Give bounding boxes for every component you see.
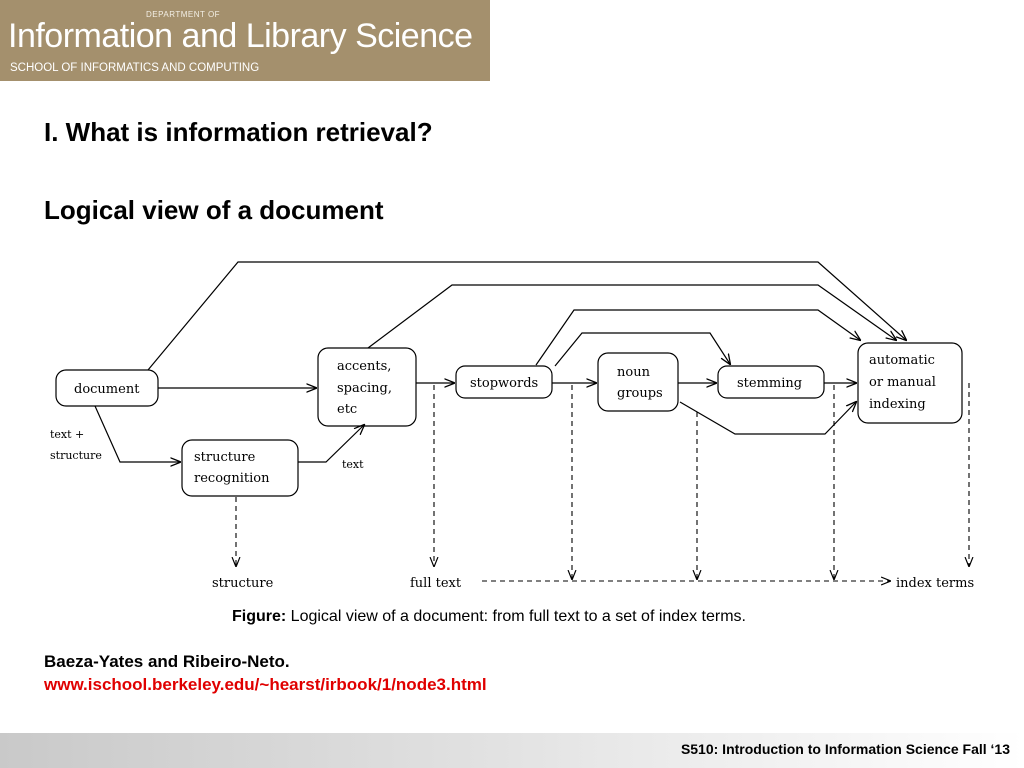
program-name: Information and Library Science bbox=[8, 17, 473, 55]
noun-groups-label-2: groups bbox=[617, 386, 663, 401]
structure-recognition-label-1: structure bbox=[194, 450, 256, 465]
indexing-label-2: or manual bbox=[869, 375, 936, 390]
accents-label-1: accents, bbox=[337, 359, 392, 374]
course-footer: S510: Introduction to Information Science Fall ‘13 bbox=[680, 741, 1010, 757]
citation-link[interactable]: www.ischool.berkeley.edu/~hearst/irbook/1/node3.html bbox=[44, 675, 487, 694]
citation-authors: Baeza-Yates and Ribeiro-Neto. bbox=[44, 652, 290, 671]
structure-recognition-label-2: recognition bbox=[194, 471, 270, 486]
accents-label-2: spacing, bbox=[337, 381, 393, 396]
slide-subtitle: Logical view of a document bbox=[44, 195, 384, 225]
accents-label-3: etc bbox=[337, 402, 358, 417]
document-label: document bbox=[74, 382, 140, 397]
figure-caption bbox=[232, 608, 746, 626]
stemming-label: stemming bbox=[737, 376, 803, 391]
text-structure-label-2: structure bbox=[50, 449, 102, 462]
full-text-label: full text bbox=[410, 576, 462, 591]
indexing-label-1: automatic bbox=[869, 353, 935, 368]
stopwords-label: stopwords bbox=[470, 376, 539, 391]
text-edge-label: text bbox=[342, 458, 364, 471]
indexing-label-3: indexing bbox=[869, 397, 926, 412]
department-label: DEPARTMENT OF bbox=[146, 10, 221, 19]
index-terms-label: index terms bbox=[896, 576, 975, 591]
slide-title: I. What is information retrieval? bbox=[44, 117, 433, 147]
footer-bar bbox=[0, 733, 1024, 768]
figure-caption-prefix: Figure: bbox=[232, 608, 287, 625]
school-name: SCHOOL OF INFORMATICS AND COMPUTING bbox=[10, 62, 260, 74]
text-structure-label-1: text + bbox=[50, 428, 85, 441]
figure-caption-text: Logical view of a document: from full text to a set of index terms. bbox=[286, 608, 746, 625]
structure-recognition-node bbox=[182, 440, 298, 496]
structure-output-label: structure bbox=[212, 576, 274, 591]
noun-groups-node bbox=[598, 353, 678, 411]
noun-groups-label-1: noun bbox=[617, 365, 650, 380]
